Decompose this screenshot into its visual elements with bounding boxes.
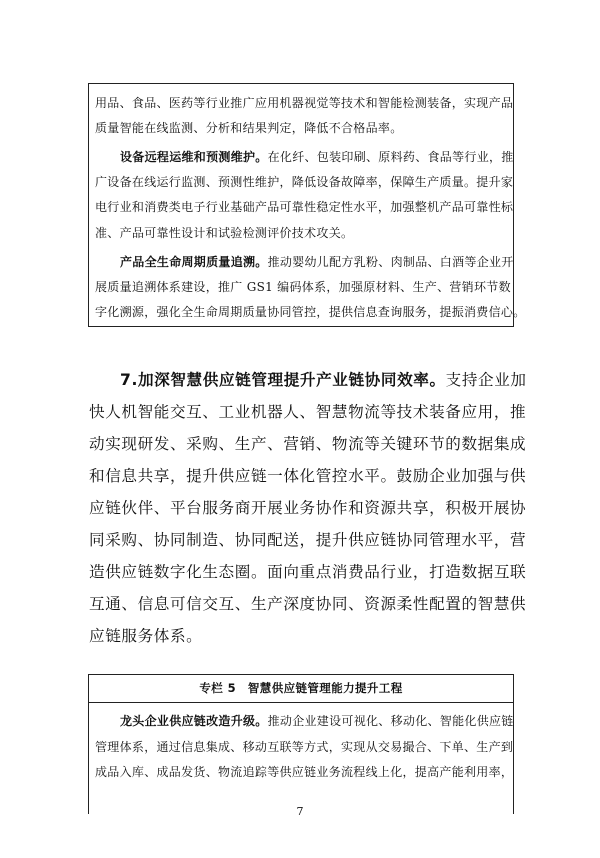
section7-line8: 互通、信息可信交互、生产深度协同、资源柔性配置的智慧供	[89, 595, 527, 613]
box1-paragraph3-heading: 产品全生命周期质量追溯。	[120, 255, 268, 269]
section7-line1: 7.加深智慧供应链管理提升产业链协同效率。支持企业加	[120, 371, 527, 389]
section7-line4: 和信息共享，提升供应链一体化管控水平。鼓励企业加强与供	[89, 467, 527, 485]
box1-paragraph2-line4: 准、产品可靠性设计和试验检测评价技术攻关。	[95, 226, 354, 240]
page-number: 7	[296, 805, 304, 818]
box1-paragraph2-line2: 广设备在线运行监测、预测性维护，降低设备故障率，保障生产质量。提升家	[95, 175, 514, 189]
box1-paragraph2-line3: 电行业和消费类电子行业基础产品可靠性稳定性水平，加强整机产品可靠性标	[95, 200, 514, 214]
box1-paragraph1-line1: 用品、食品、医药等行业推广应用机器视觉等技术和智能检测装备，实现产品	[95, 96, 514, 110]
section7-heading: 7.加深智慧供应链管理提升产业链协同效率。	[120, 371, 446, 389]
section7-line3: 动实现研发、采购、生产、营销、物流等关键环节的数据集成	[89, 435, 527, 453]
box1-paragraph2-heading: 设备远程运维和预测维护。	[120, 150, 268, 164]
box2-line3: 成品入库、成品发货、物流追踪等供应链业务流程线上化，提高产能利用率，	[95, 765, 514, 779]
section7-line9: 应链服务体系。	[89, 627, 203, 645]
box1-paragraph3-line3: 字化溯源，强化全生命周期质量协同管控，提供信息查询服务，提振消费信心。	[95, 305, 526, 319]
box1-paragraph2-line1: 设备远程运维和预测维护。在化纤、包装印刷、原料药、食品等行业，推	[120, 150, 514, 164]
box2-line1: 龙头企业供应链改造升级。推动企业建设可视化、移动化、智能化供应链	[120, 714, 514, 728]
column-box-5-title-row	[89, 675, 513, 703]
box1-paragraph1-line2: 质量智能在线监测、分析和结果判定，降低不合格品率。	[95, 121, 403, 135]
box2-line2: 管理体系，通过信息集成、移动互联等方式，实现从交易撮合、下单、生产到	[95, 740, 514, 754]
section7-line2: 快人机智能交互、工业机器人、智慧物流等技术装备应用，推	[89, 403, 527, 421]
box2-heading: 龙头企业供应链改造升级。	[120, 714, 268, 728]
column-box-5-title: 专栏 5 智慧供应链管理能力提升工程	[199, 681, 403, 695]
section7-line5: 应链伙伴、平台服务商开展业务协作和资源共享，积极开展协	[89, 499, 527, 517]
box1-paragraph3-line1: 产品全生命周期质量追溯。推动婴幼儿配方乳粉、肉制品、白酒等企业开	[120, 255, 514, 269]
box1-paragraph3-line2: 展质量追溯体系建设，推广 GS1 编码体系，加强原材料、生产、营销环节数	[95, 280, 511, 294]
section7-line7: 造供应链数字化生态圈。面向重点消费品行业，打造数据互联	[89, 563, 527, 581]
section7-line6: 同采购、协同制造、协同配送，提升供应链协同管理水平，营	[89, 531, 527, 549]
